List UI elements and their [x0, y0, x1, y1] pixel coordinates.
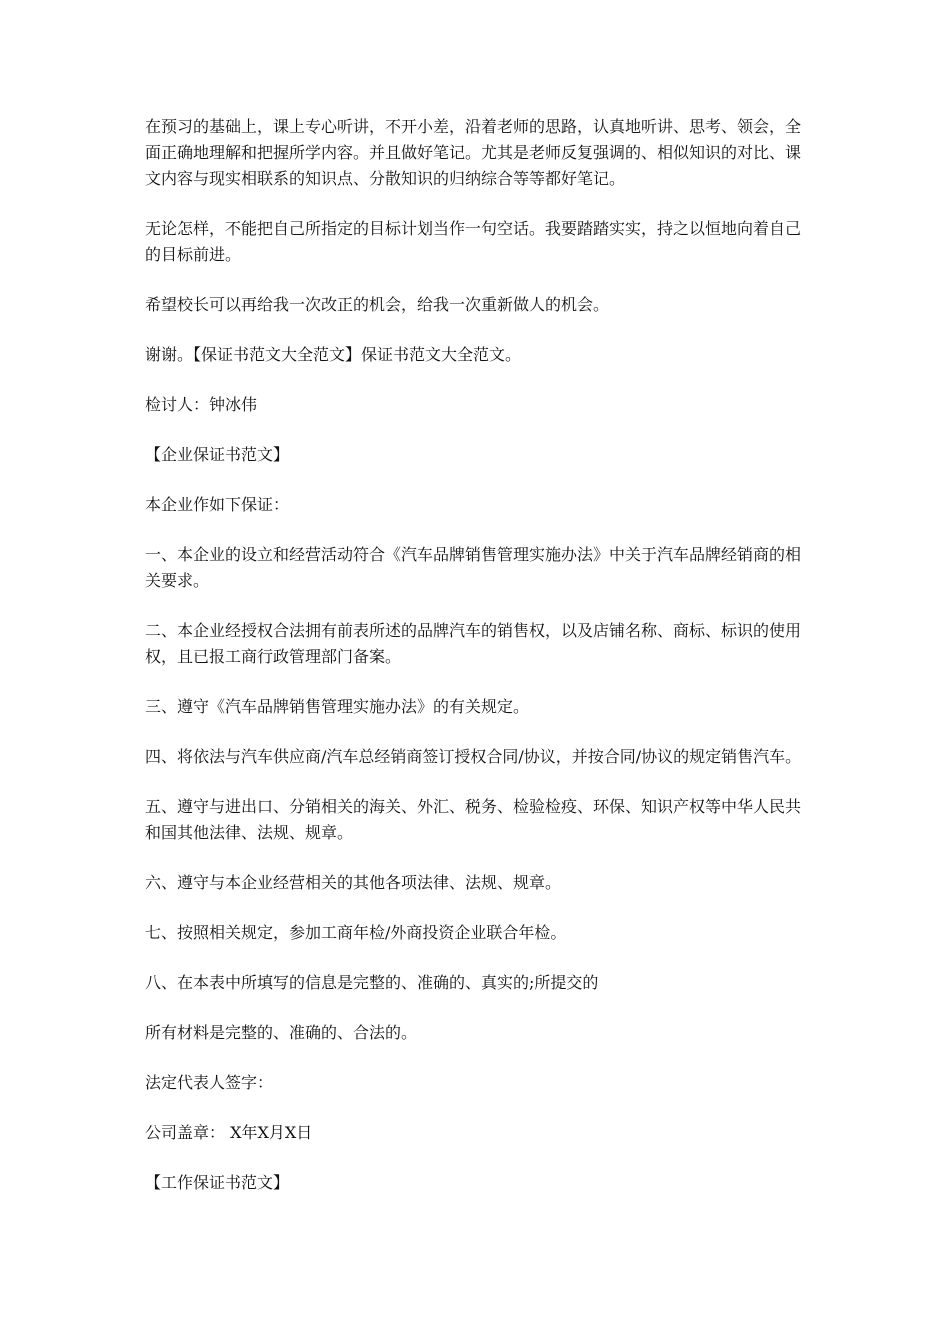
list-item-8-continued: 所有材料是完整的、准确的、合法的。	[145, 1023, 418, 1042]
legal-representative-signature: 法定代表人签字：	[145, 1073, 274, 1092]
list-item-6: 六、遵守与本企业经营相关的其他各项法律、法规、规章。	[145, 873, 562, 892]
list-item-2: 二、本企业经授权合法拥有前表所述的品牌汽车的销售权，以及店铺名称、商标、标识的使用权，且已报工商行政管理部门备案。	[145, 621, 802, 666]
list-item-8: 八、在本表中所填写的信息是完整的、准确的、真实的;所提交的	[145, 973, 599, 992]
list-item-5: 五、遵守与进出口、分销相关的海关、外汇、税务、检验检疫、环保、知识产权等中华人民共和国其他法律、法规、规章。	[145, 797, 802, 842]
paragraph-goal-commitment: 无论怎样，不能把自己所指定的目标计划当作一句空话。我要踏踏实实，持之以恒地向着自己的目标前进。	[145, 219, 802, 264]
list-item-1: 一、本企业的设立和经营活动符合《汽车品牌销售管理实施办法》中关于汽车品牌经销商的相关要求。	[145, 545, 802, 590]
document-body	[145, 114, 810, 1220]
paragraph-enterprise-intro: 本企业作如下保证：	[145, 495, 290, 514]
paragraph-signer: 检讨人：钟冰伟	[145, 395, 258, 414]
section-heading-enterprise: 【企业保证书范文】	[145, 445, 290, 464]
company-seal-date: 公司盖章： X年X月X日	[145, 1123, 313, 1142]
list-item-7: 七、按照相关规定，参加工商年检/外商投资企业联合年检。	[145, 923, 567, 942]
paragraph-thanks: 谢谢。【保证书范文大全范文】保证书范文大全范文。	[145, 345, 522, 364]
paragraph-request-chance: 希望校长可以再给我一次改正的机会，给我一次重新做人的机会。	[145, 295, 610, 314]
list-item-4: 四、将依法与汽车供应商/汽车总经销商签订授权合同/协议，并按合同/协议的规定销售汽车。	[145, 747, 802, 766]
list-item-3: 三、遵守《汽车品牌销售管理实施办法》的有关规定。	[145, 697, 530, 716]
paragraph-study-method: 在预习的基础上，课上专心听讲，不开小差，沿着老师的思路，认真地听讲、思考、领会，全面正确地理解和把握所学内容。并且做好笔记。尤其是老师反复强调的、相似知识的对比、课文内容与现实相联系的知识点、分散知识的归纳综合等等都好笔记。	[145, 117, 802, 188]
section-heading-work: 【工作保证书范文】	[145, 1173, 290, 1192]
